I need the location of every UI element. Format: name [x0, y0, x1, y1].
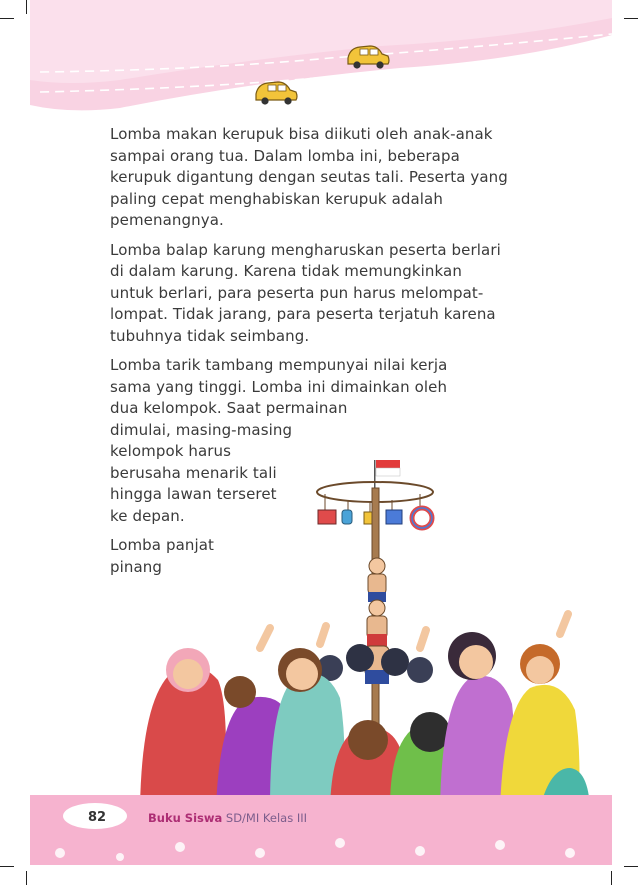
text-line: kelompok harus	[110, 442, 232, 460]
panjat-pinang-illustration	[120, 448, 590, 808]
text-line: dua kelompok. Saat permainan	[110, 399, 348, 417]
text-line: berusaha menarik tali	[110, 463, 277, 482]
paragraph-balap-karung: Lomba balap karung mengharuskan peserta berlari di dalam karung. Karena tidak memungkinkan untuk berlari, para peserta pun harus melompat-lompat. Tidak jarang, para peserta terjatuh karena tubuhnya tidak seimbang.	[110, 240, 501, 345]
text-line: pinang	[110, 557, 163, 576]
page-number: 82	[88, 810, 107, 825]
book-title	[148, 811, 307, 825]
text-line: hingga lawan terseret	[110, 485, 277, 503]
text-line: dimulai, masing-masing	[110, 420, 293, 439]
paragraph-kerupuk: Lomba makan kerupuk bisa diikuti oleh anak-anak sampai orang tua. Dalam lomba ini, beberapa kerupuk digantung dengan seutas tali. Peserta yang paling cepat menghabiskan kerupuk adalah pemenangnya.	[110, 125, 508, 229]
text-line: ke depan.	[110, 506, 185, 525]
text-line: Lomba tarik tambang mempunyai nilai kerja	[110, 356, 448, 374]
book-title-bold: Buku Siswa	[148, 811, 223, 825]
header-decoration	[0, 0, 638, 118]
text-line: Lomba panjat	[110, 536, 215, 554]
car-icon	[256, 82, 297, 105]
text-line: sama yang tinggi. Lomba ini dimainkan oleh	[110, 377, 448, 396]
book-title-rest: SD/MI Kelas III	[222, 811, 308, 825]
footer-decoration	[0, 795, 638, 885]
